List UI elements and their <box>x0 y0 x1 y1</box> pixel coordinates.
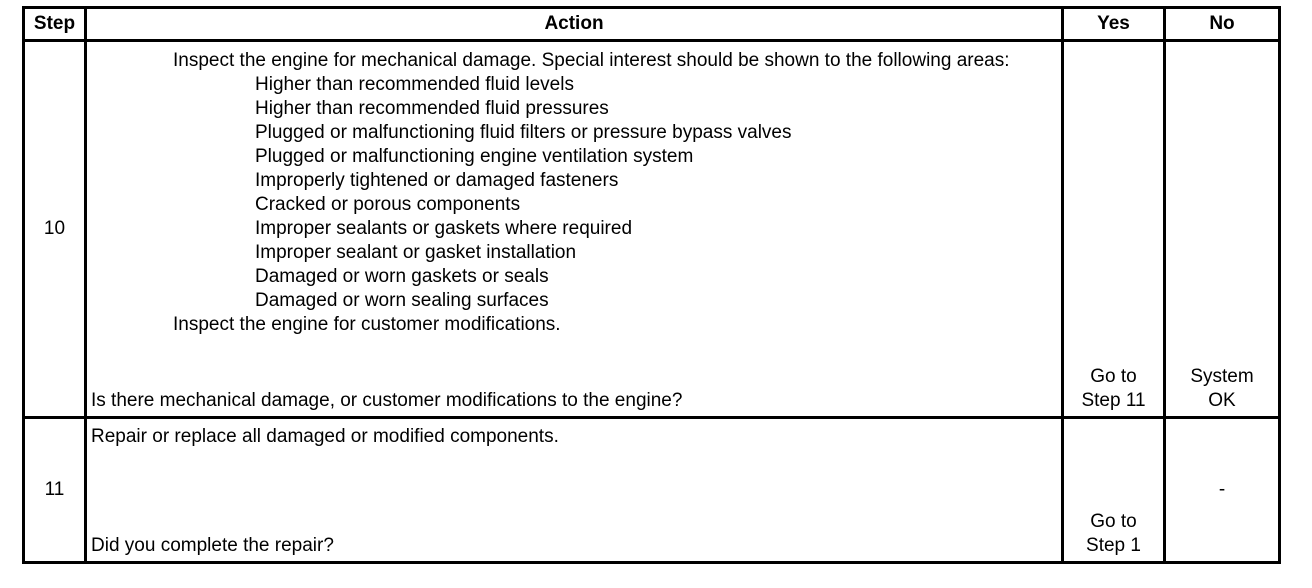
list-item: Plugged or malfunctioning fluid filters or pressure bypass valves <box>255 122 792 143</box>
step-number: 10 <box>24 41 86 418</box>
yes-cell <box>1063 418 1165 563</box>
action-question: Did you complete the repair? <box>91 535 334 556</box>
action-question: Is there mechanical damage, or customer modifications to the engine? <box>91 390 683 411</box>
action-intro: Inspect the engine for mechanical damage. Special interest should be shown to the following areas: <box>173 50 1010 71</box>
no-result-line1: System <box>1190 366 1254 387</box>
yes-goto-label: Go to <box>1090 511 1137 532</box>
no-cell: - <box>1165 418 1280 563</box>
header-yes: Yes <box>1063 8 1165 41</box>
table-header-row <box>24 8 1280 41</box>
list-item: Plugged or malfunctioning engine ventilation system <box>255 146 694 167</box>
yes-cell <box>1063 41 1165 418</box>
table-row-step-11 <box>24 418 1280 563</box>
no-cell <box>1165 41 1280 418</box>
inspection-areas-list <box>87 73 1061 313</box>
step-number: 11 <box>24 418 86 563</box>
list-item: Improperly tightened or damaged fasteners <box>255 170 619 191</box>
yes-step-label: Step 1 <box>1086 535 1141 556</box>
header-action: Action <box>86 8 1063 41</box>
diagnostic-table <box>22 6 1281 564</box>
list-item: Damaged or worn sealing surfaces <box>255 290 549 311</box>
yes-goto-label: Go to <box>1090 366 1137 387</box>
action-cell <box>86 41 1063 418</box>
action-tail: Inspect the engine for customer modifications. <box>173 314 561 335</box>
header-no: No <box>1165 8 1280 41</box>
action-cell <box>86 418 1063 563</box>
no-result-line2: OK <box>1208 390 1236 411</box>
list-item: Higher than recommended fluid levels <box>255 74 574 95</box>
list-item: Higher than recommended fluid pressures <box>255 98 609 119</box>
list-item: Cracked or porous components <box>255 194 521 215</box>
table-row-step-10 <box>24 41 1280 418</box>
header-step: Step <box>24 8 86 41</box>
action-instruction: Repair or replace all damaged or modified components. <box>91 426 559 447</box>
list-item: Improper sealant or gasket installation <box>255 242 577 263</box>
list-item: Improper sealants or gaskets where required <box>255 218 633 239</box>
yes-step-label: Step 11 <box>1081 390 1146 411</box>
list-item: Damaged or worn gaskets or seals <box>255 266 549 287</box>
